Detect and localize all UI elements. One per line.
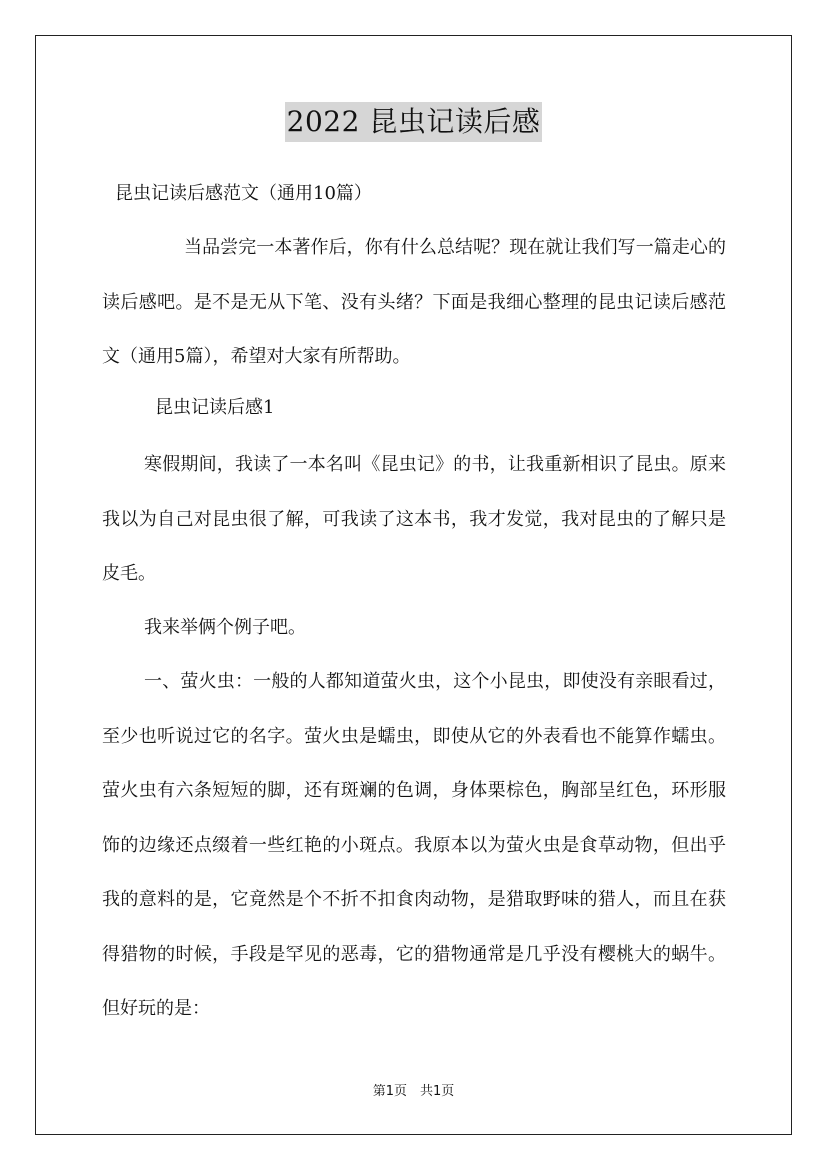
- body-paragraph: 我来举俩个例子吧。: [144, 617, 306, 638]
- document-subtitle: 昆虫记读后感范文（通用10篇）: [115, 183, 372, 204]
- title-container: [0, 102, 827, 142]
- body-paragraph: 一、萤火虫：一般的人都知道萤火虫，这个小昆虫，即使没有亲眼看过，至少也听说过它的名字。萤火虫是蠕虫，即使从它的外表看也不能算作蠕虫。萤火虫有六条短短的脚，还有斑斓的色调，身体栗棕色，胸部呈红色，环形服饰的边缘还点缀着一些红艳的小斑点。我原本以为萤火虫是食草动物，但出乎我的意料的是，它竟然是个不折不扣食肉动物，是猎取野味的猎人，而且在获得猎物的时候，手段是罕见的恶毒，它的猎物通常是几乎没有樱桃大的蜗牛。但好玩的是：: [102, 671, 726, 1019]
- document-title: 2022 昆虫记读后感: [285, 102, 543, 142]
- section-heading: 昆虫记读后感1: [155, 397, 275, 418]
- body-paragraph: 寒假期间，我读了一本名叫《昆虫记》的书，让我重新相识了昆虫。原来我以为自己对昆虫很了解，可我读了这本书，我才发觉，我对昆虫的了解只是皮毛。: [102, 454, 726, 584]
- intro-paragraph: 当品尝完一本著作后，你有什么总结呢？现在就让我们写一篇走心的读后感吧。是不是无从下笔、没有头绪？下面是我细心整理的昆虫记读后感范文（通用5篇），希望对大家有所帮助。: [102, 237, 726, 367]
- page-footer: 第1页 共1页: [372, 1084, 455, 1099]
